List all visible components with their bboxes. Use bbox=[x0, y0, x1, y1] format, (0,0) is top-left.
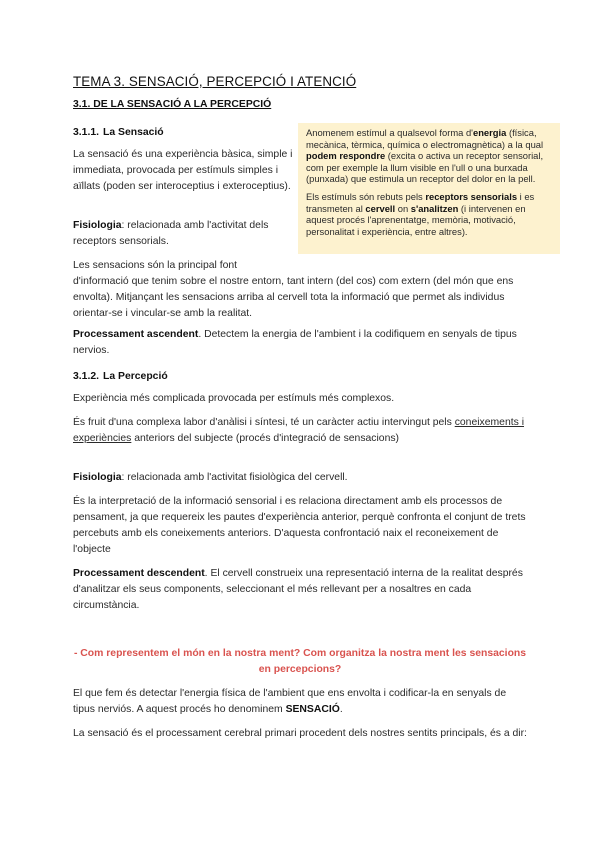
section-heading: 3.1. DE LA SENSACIÓ A LA PERCEPCIÓ bbox=[73, 99, 272, 110]
perception-interpretation: És la interpretació de la informació sensorial i es relaciona directament amb els processos de pensament, ja que requereix les pautes d'experiència anterior, perquè confronta el conjunt de trets percebuts amb els coneixements anteriors. D'aquesta confrontació naix el reconeixement de l'objecte bbox=[73, 496, 526, 555]
perception-definition: Experiència més complicada provocada per estímuls més complexos. bbox=[73, 393, 395, 404]
top-down-processing: Processament descendent. El cervell construeix una representació interna de la realitat després d'analitzar els seus components, seleccionant el més rellevant per a nosaltres en cada circumstància. bbox=[73, 568, 523, 611]
subsection-title: La Percepció bbox=[103, 371, 168, 382]
sensation-source-rest: d'informació que tenim sobre el nostre entorn, tant intern (del cos) com extern (del món que ens envolta). Mitjançant les sensacions arriba al cervell tota la informació que permet als individus orientar-se i vincular-se amb la realitat. bbox=[73, 276, 514, 319]
closing-paragraph: El que fem és detectar l'energia física de l'ambient que ens envolta i codificar-la en senyals de tipus nerviós. A aquest procés ho denominem SENSACIÓ. bbox=[73, 688, 507, 715]
subsection-title: La Sensació bbox=[103, 127, 164, 138]
key-question: - Com representem el món en la nostra ment? Com organitza la nostra ment les sensacions en percepcions? bbox=[73, 648, 527, 675]
callout-paragraph: Anomenem estímul a qualsevol forma d'energia (física, mecànica, tèrmica, química o electromagnètica) a la qual podem respondre (excita o activa un receptor sensorial, com per exemple la llum visible en l'ull o una burxada (punxada) que estimula un receptor del dolor en la pell. bbox=[306, 127, 544, 185]
subsection-heading-sensation bbox=[73, 126, 164, 140]
subsection-number: 3.1.1. bbox=[73, 127, 99, 138]
stimulus-callout-box bbox=[298, 123, 560, 254]
callout-paragraph: Els estímuls són rebuts pels receptors sensorials i es transmeten al cervell on s'analitzen (i intervenen en aquest procés l'aprenentatge, memòria, motivació, personalitat i experiència, entre altres). bbox=[306, 190, 535, 237]
sensation-physiology: Fisiologia: relacionada amb l'activitat dels receptors sensorials. bbox=[73, 220, 269, 247]
subsection-heading-perception bbox=[73, 370, 168, 384]
perception-analysis: És fruit d'una complexa labor d'anàlisi i síntesi, té un caràcter actiu intervingut pels coneixements i experiències anteriors del subjecte (procés d'integració de sensacions) bbox=[73, 417, 525, 444]
perception-physiology: Fisiologia: relacionada amb l'activitat fisiològica del cervell. bbox=[73, 472, 348, 483]
physiology-label: Fisiologia bbox=[73, 220, 122, 231]
subsection-number: 3.1.2. bbox=[73, 371, 99, 382]
sensation-definition: La sensació és una experiència bàsica, simple i immediata, provocada per estímuls simples i aïllats (poden ser interoceptius i exteroceptius). bbox=[73, 149, 293, 192]
sensation-source-start: Les sensacions són la principal font bbox=[73, 260, 238, 271]
page-title: TEMA 3. SENSACIÓ, PERCEPCIÓ I ATENCIÓ bbox=[73, 74, 357, 89]
sensation-summary: La sensació és el processament cerebral primari procedent dels nostres sentits principals, és a dir: bbox=[73, 728, 527, 739]
bottom-up-processing: Processament ascendent. Detectem la energia de l'ambient i la codifiquem en senyals de tipus nervios. bbox=[73, 329, 517, 356]
